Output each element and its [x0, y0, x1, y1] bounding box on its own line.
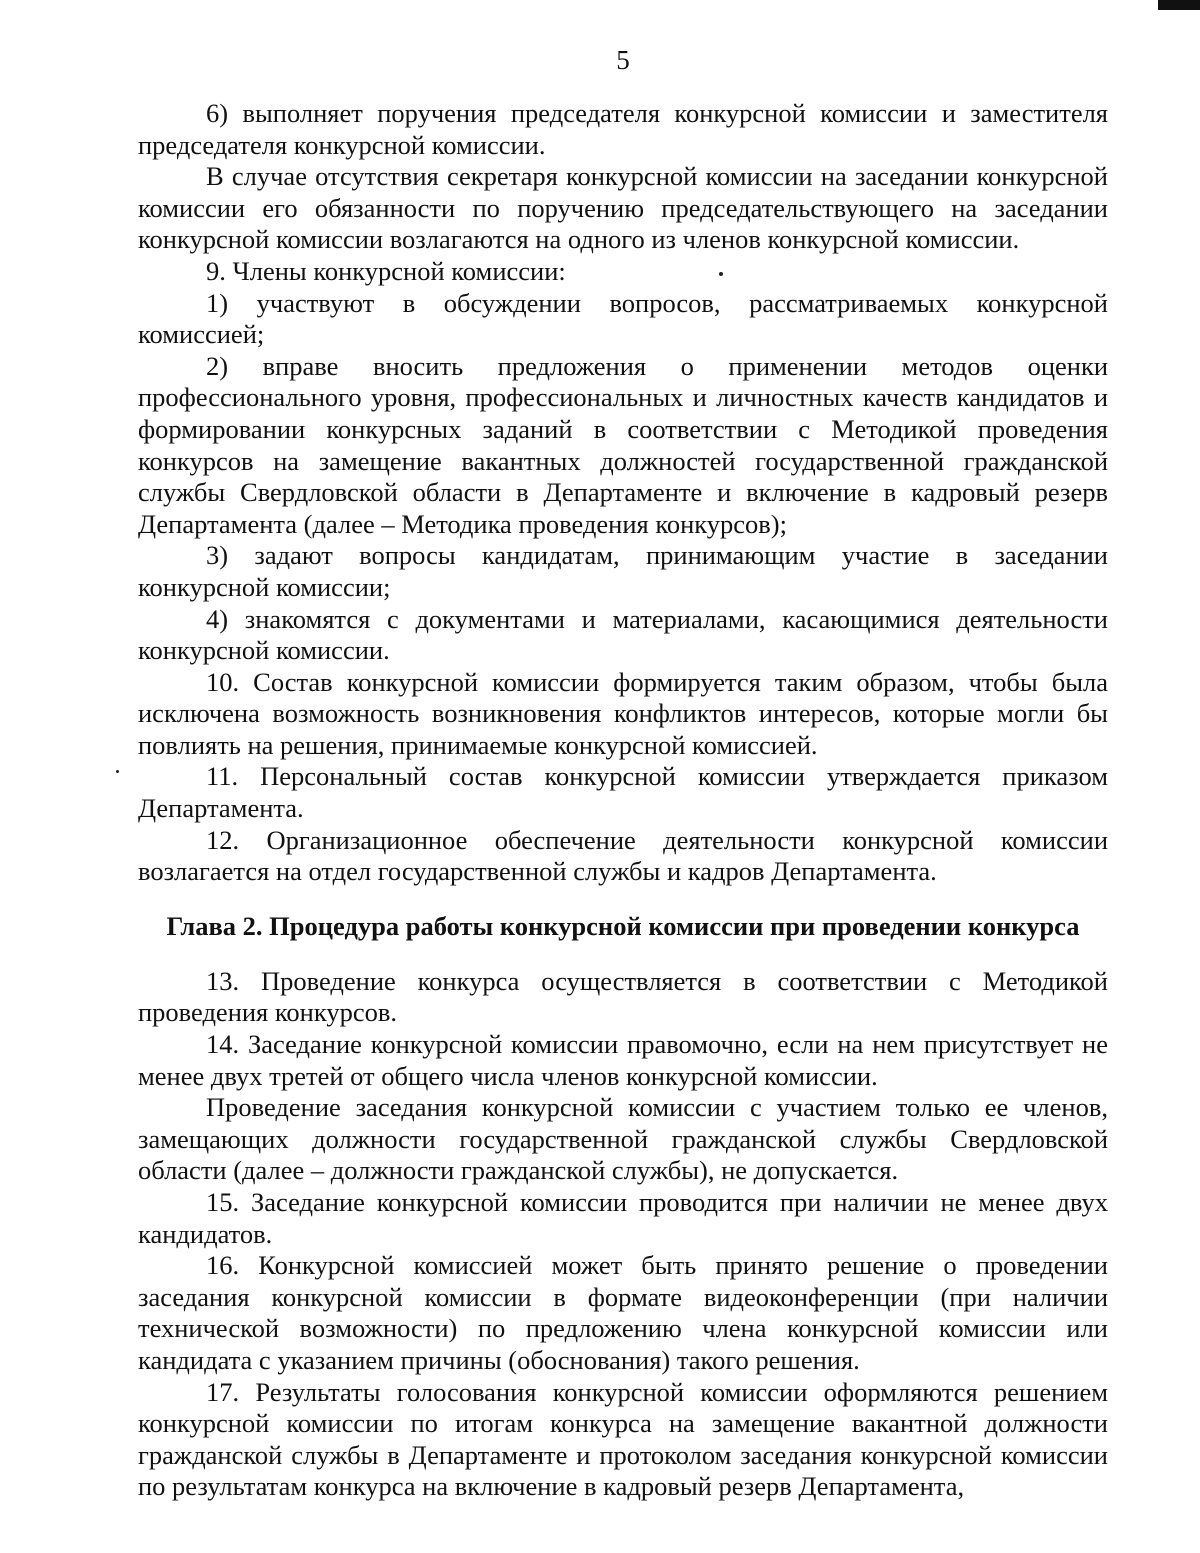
page-number: 5 [616, 45, 630, 75]
paragraph-clause-12: 12. Организационное обеспечение деятельности конкурсной комиссии возлагается на отдел государственной службы и кадров Департамента. [138, 824, 1108, 887]
paragraph-clause-14-continued: Проведение заседания конкурсной комиссии с участием только ее членов, замещающих должности государственной гражданской службы Свердловской области (далее – должности гражданской службы), не допускается. [138, 1092, 1108, 1186]
scan-speck [116, 770, 119, 773]
scan-corner-mark [1158, 0, 1200, 10]
paragraph-clause-11: 11. Персональный состав конкурсной комиссии утверждается приказом Департамента. [138, 761, 1108, 824]
document-body [138, 98, 1108, 1503]
paragraph-item-1: 1) участвуют в обсуждении вопросов, рассматриваемых конкурсной комиссией; [138, 287, 1108, 350]
paragraph-item-3: 3) задают вопросы кандидатам, принимающим участие в заседании конкурсной комиссии; [138, 540, 1108, 602]
paragraph-clause-17: 17. Результаты голосования конкурсной комиссии оформляются решением конкурсной комиссии по итогам конкурса на замещение вакантной должности гражданской службы в Департаменте и протоколом заседания конкурсной комиссии по результатам конкурса на включение в кадровый резерв Департамента, [138, 1376, 1108, 1502]
paragraph-clause-15: 15. Заседание конкурсной комиссии проводится при наличии не менее двух кандидатов. [138, 1187, 1108, 1249]
paragraph-clause-14: 14. Заседание конкурсной комиссии правомочно, если на нем присутствует не менее двух третей от общего числа членов конкурсной комиссии. [138, 1029, 1108, 1091]
paragraph-clause-10: 10. Состав конкурсной комиссии формируется таким образом, чтобы была исключена возможность возникновения конфликтов интересов, которые могли бы повлиять на решения, принимаемые конкурсной комиссией. [138, 666, 1108, 760]
paragraph-clause-9: 9. Члены конкурсной комиссии: [206, 255, 566, 286]
chapter-heading: Глава 2. Процедура работы конкурсной комиссии при проведении конкурса [166, 910, 1080, 941]
paragraph-clause-16: 16. Конкурсной комиссией может быть принято решение о проведении заседания конкурсной комиссии в формате видеоконференции (при наличии технической возможности) по предложению члена конкурсной комиссии или кандидата с указанием причины (обоснования) такого решения. [138, 1250, 1108, 1375]
paragraph-clause-13: 13. Проведение конкурса осуществляется в соответствии с Методикой проведения конкурсов. [138, 965, 1108, 1028]
paragraph-item-6: 6) выполняет поручения председателя конкурсной комиссии и заместителя председателя конкурсной комиссии. [138, 98, 1108, 160]
paragraph-item-4: 4) знакомятся с документами и материалами, касающимися деятельности конкурсной комиссии. [138, 603, 1108, 666]
paragraph-secretary-absence: В случае отсутствия секретаря конкурсной комиссии на заседании конкурсной комиссии его обязанности по поручению председательствующего на заседании конкурсной комиссии возлагаются на одного из членов конкурсной комиссии. [138, 161, 1108, 255]
paragraph-item-2: 2) вправе вносить предложения о применении методов оценки профессионального уровня, профессиональных и личностных качеств кандидатов и формировании конкурсных заданий в соответствии с Методикой проведения конкурсов на замещение вакантных должностей государственной гражданской службы Свердловской области в Департаменте и включение в кадровый резерв Департамента (далее – Методика проведения конкурсов); [138, 350, 1108, 539]
